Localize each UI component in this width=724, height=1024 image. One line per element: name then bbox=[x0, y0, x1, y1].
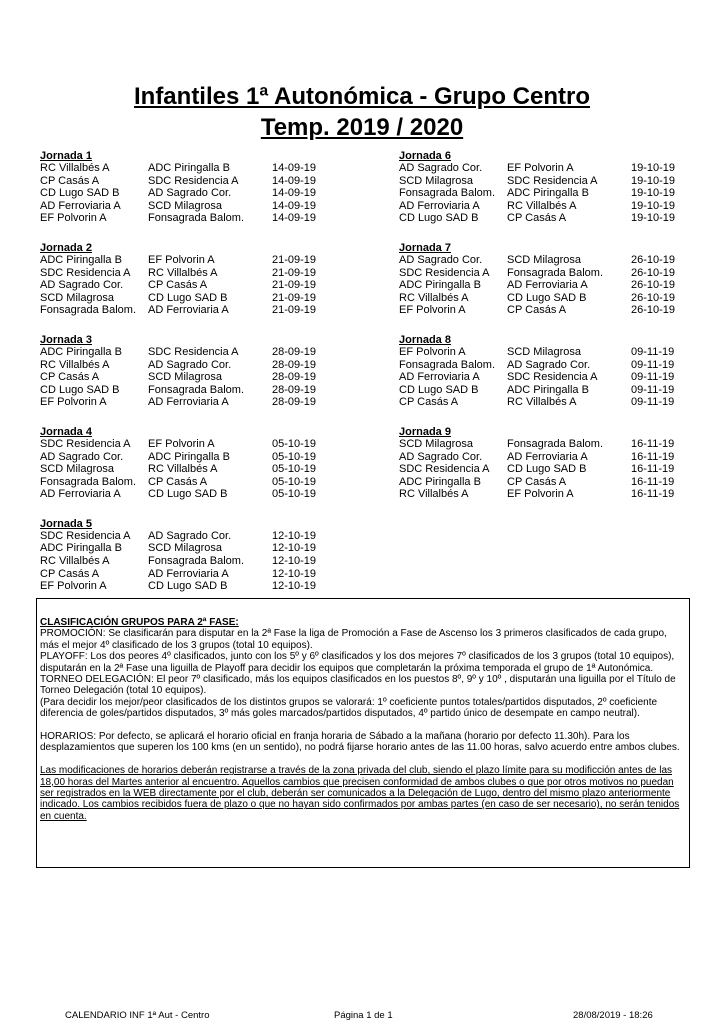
home-team: AD Sagrado Cor. bbox=[40, 450, 124, 463]
horarios-text: HORARIOS: Por defecto, se aplicará el horario oficial en franja horaria de Sábado a la mañana (horario por defecto 11.30h). Para los desplazamientos que superen los 100 kms (en un sentido), no podrá fijarse horario antes de las 11.00 horas, salvo acuerdo entre ambos clubes. bbox=[40, 731, 680, 754]
home-team: RC Villalbés A bbox=[399, 488, 469, 501]
match-row bbox=[40, 346, 370, 359]
match-date: 16-11-19 bbox=[631, 450, 675, 463]
home-team: EF Polvorin A bbox=[399, 304, 466, 317]
match-row bbox=[399, 488, 724, 501]
match-row bbox=[40, 175, 370, 188]
schedule-column-right bbox=[399, 150, 724, 518]
jornada-title: Jornada 3 bbox=[40, 333, 92, 346]
criterios-text: (Para decidir los mejor/peor clasificados de los distintos grupos se valorará: 1º coeficiente puntos totales/partidos disputados, 2º coeficiente diferencia de goles/partidos disputados, 3º más goles marcados/partidos disputados, 4º partido único de desempate en campo neutral). bbox=[40, 696, 658, 720]
home-team: CP Casás A bbox=[40, 174, 100, 187]
match-date: 05-10-19 bbox=[272, 437, 317, 450]
away-team: ADC Piringalla B bbox=[507, 187, 589, 200]
match-date: 14-09-19 bbox=[272, 187, 317, 200]
home-team: CD Lugo SAD B bbox=[40, 187, 120, 200]
away-team: AD Ferroviaria A bbox=[507, 279, 588, 292]
match-row bbox=[399, 254, 724, 267]
away-team: AD Ferroviaria A bbox=[148, 567, 229, 580]
match-date: 12-10-19 bbox=[272, 529, 317, 542]
jornada-title: Jornada 5 bbox=[40, 517, 92, 530]
match-row bbox=[40, 555, 370, 568]
match-date: 12-10-19 bbox=[272, 542, 317, 555]
playoff-text: PLAYOFF: Los dos peores 4º clasificados, junto con los 5º y 6º clasificados y los dos mejores 7º clasificados de los 3 grupos (total 10 equipos), disputarán en la 2ª Fase una liguilla de Playoff para decidir los equipos que completarán la próxima temporada el grupo de 1ª Autonómica. bbox=[40, 651, 675, 674]
match-row bbox=[40, 542, 370, 555]
away-team: Fonsagrada Balom. bbox=[148, 555, 244, 568]
match-row bbox=[40, 292, 370, 305]
match-row bbox=[399, 359, 724, 372]
match-row bbox=[40, 568, 370, 581]
match-date: 05-10-19 bbox=[272, 475, 317, 488]
footer-page-number: Página 1 de 1 bbox=[334, 1010, 393, 1021]
match-date: 21-09-19 bbox=[272, 304, 317, 317]
match-row bbox=[399, 267, 724, 280]
away-team: AD Ferroviaria A bbox=[148, 396, 229, 409]
match-row bbox=[399, 279, 724, 292]
match-row bbox=[40, 488, 370, 501]
match-row bbox=[40, 162, 370, 175]
match-date: 09-11-19 bbox=[631, 371, 675, 384]
jornada-block bbox=[40, 426, 370, 501]
home-team: ADC Piringalla B bbox=[399, 279, 481, 292]
home-team: AD Ferroviaria A bbox=[40, 488, 121, 501]
match-date: 26-10-19 bbox=[631, 279, 676, 292]
away-team: RC Villalbés A bbox=[507, 396, 577, 409]
home-team: CD Lugo SAD B bbox=[399, 383, 479, 396]
home-team: EF Polvorin A bbox=[40, 212, 107, 225]
match-date: 19-10-19 bbox=[631, 212, 676, 225]
match-row bbox=[399, 396, 724, 409]
match-row bbox=[40, 371, 370, 384]
away-team: SDC Residencia A bbox=[148, 345, 239, 358]
match-row bbox=[399, 187, 724, 200]
spacer bbox=[40, 754, 685, 765]
match-row bbox=[40, 476, 370, 489]
home-team: EF Polvorin A bbox=[40, 396, 107, 409]
away-team: SDC Residencia A bbox=[148, 174, 239, 187]
match-date: 16-11-19 bbox=[631, 463, 675, 476]
away-team: CD Lugo SAD B bbox=[507, 463, 587, 476]
away-team: EF Polvorin A bbox=[148, 253, 215, 266]
page-title: Infantiles 1ª Autonómica - Grupo Centro bbox=[133, 83, 590, 110]
home-team: AD Ferroviaria A bbox=[399, 371, 480, 384]
match-row bbox=[40, 304, 370, 317]
match-row bbox=[40, 463, 370, 476]
match-date: 16-11-19 bbox=[631, 437, 675, 450]
match-date: 05-10-19 bbox=[272, 450, 317, 463]
match-row bbox=[40, 187, 370, 200]
match-row bbox=[40, 267, 370, 280]
jornada-block bbox=[399, 150, 724, 225]
away-team: CP Casás A bbox=[148, 475, 208, 488]
jornada-title: Jornada 9 bbox=[399, 425, 451, 438]
away-team: SCD Milagrosa bbox=[148, 199, 222, 212]
info-heading: CLASIFICACIÓN GRUPOS PARA 2ª FASE: bbox=[40, 617, 239, 628]
match-date: 05-10-19 bbox=[272, 488, 317, 501]
match-row bbox=[40, 580, 370, 593]
jornada-block bbox=[399, 334, 724, 409]
match-row bbox=[40, 451, 370, 464]
away-team: AD Sagrado Cor. bbox=[148, 187, 232, 200]
jornada-title: Jornada 2 bbox=[40, 241, 92, 254]
match-row bbox=[399, 304, 724, 317]
jornada-block bbox=[40, 242, 370, 317]
away-team: CD Lugo SAD B bbox=[148, 488, 228, 501]
match-row bbox=[40, 384, 370, 397]
away-team: Fonsagrada Balom. bbox=[148, 212, 244, 225]
away-team: EF Polvorin A bbox=[507, 162, 574, 174]
home-team: SDC Residencia A bbox=[40, 437, 131, 450]
home-team: RC Villalbés A bbox=[399, 291, 469, 304]
match-date: 28-09-19 bbox=[272, 345, 317, 358]
promocion-text: PROMOCIÓN: Se clasificarán para disputar en la 2ª Fase la liga de Promoción a Fase de Ascenso los 3 primeros clasificados de cada grupo, más el mejor 4º clasificado de los 3 grupos (total 10 equipos). bbox=[40, 628, 667, 651]
match-date: 14-09-19 bbox=[272, 174, 317, 187]
away-team: EF Polvorin A bbox=[507, 488, 574, 501]
jornada-block bbox=[399, 426, 724, 501]
match-date: 28-09-19 bbox=[272, 396, 317, 409]
away-team: SCD Milagrosa bbox=[148, 371, 222, 384]
home-team: CP Casás A bbox=[40, 371, 100, 384]
home-team: SDC Residencia A bbox=[40, 529, 131, 542]
match-row bbox=[40, 438, 370, 451]
match-date: 19-10-19 bbox=[631, 199, 676, 212]
home-team: AD Ferroviaria A bbox=[399, 199, 480, 212]
match-date: 26-10-19 bbox=[631, 266, 676, 279]
away-team: SCD Milagrosa bbox=[507, 345, 581, 358]
away-team: SDC Residencia A bbox=[507, 174, 598, 187]
match-date: 21-09-19 bbox=[272, 253, 317, 266]
home-team: RC Villalbés A bbox=[40, 162, 110, 174]
home-team: SCD Milagrosa bbox=[399, 437, 473, 450]
match-date: 05-10-19 bbox=[272, 463, 317, 476]
match-row bbox=[399, 200, 724, 213]
match-row bbox=[399, 292, 724, 305]
jornada-block bbox=[40, 150, 370, 225]
away-team: CP Casás A bbox=[507, 304, 567, 317]
torneo-text: TORNEO DELEGACIÓN: El peor 7º clasificado, más los equipos clasificados en los puestos 8º, 9º y 10º , disputarán una liguilla por el Título de Torneo Delegación (total 10 equipos). bbox=[40, 674, 676, 697]
match-row bbox=[399, 476, 724, 489]
away-team: CP Casás A bbox=[507, 212, 567, 225]
match-row bbox=[399, 438, 724, 451]
match-date: 19-10-19 bbox=[631, 187, 676, 200]
match-row bbox=[399, 162, 724, 175]
away-team: Fonsagrada Balom. bbox=[507, 437, 603, 450]
away-team: Fonsagrada Balom. bbox=[507, 266, 603, 279]
match-date: 19-10-19 bbox=[631, 174, 676, 187]
away-team: ADC Piringalla B bbox=[148, 450, 230, 463]
home-team: CD Lugo SAD B bbox=[399, 212, 479, 225]
jornada-title: Jornada 4 bbox=[40, 425, 92, 438]
match-row bbox=[40, 212, 370, 225]
away-team: RC Villalbés A bbox=[148, 463, 218, 476]
season-title: Temp. 2019 / 2020 bbox=[260, 114, 464, 141]
home-team: AD Sagrado Cor. bbox=[399, 162, 483, 174]
match-date: 12-10-19 bbox=[272, 555, 317, 568]
away-team: ADC Piringalla B bbox=[507, 383, 589, 396]
away-team: AD Sagrado Cor. bbox=[148, 358, 232, 371]
match-row bbox=[399, 346, 724, 359]
match-row bbox=[399, 371, 724, 384]
match-date: 28-09-19 bbox=[272, 358, 317, 371]
match-row bbox=[399, 175, 724, 188]
home-team: SDC Residencia A bbox=[399, 266, 490, 279]
away-team: CD Lugo SAD B bbox=[507, 291, 587, 304]
match-date: 21-09-19 bbox=[272, 279, 317, 292]
jornada-title: Jornada 8 bbox=[399, 333, 451, 346]
match-row bbox=[40, 359, 370, 372]
home-team: RC Villalbés A bbox=[40, 555, 110, 568]
home-team: AD Ferroviaria A bbox=[40, 199, 121, 212]
classification-info-box bbox=[36, 598, 690, 868]
away-team: AD Ferroviaria A bbox=[148, 304, 229, 317]
home-team: ADC Piringalla B bbox=[399, 475, 481, 488]
match-date: 28-09-19 bbox=[272, 383, 317, 396]
away-team: Fonsagrada Balom. bbox=[148, 383, 244, 396]
home-team: AD Sagrado Cor. bbox=[399, 253, 483, 266]
jornada-title: Jornada 1 bbox=[40, 150, 92, 162]
home-team: ADC Piringalla B bbox=[40, 542, 122, 555]
match-date: 09-11-19 bbox=[631, 345, 675, 358]
match-row bbox=[40, 254, 370, 267]
away-team: CD Lugo SAD B bbox=[148, 580, 228, 593]
match-date: 12-10-19 bbox=[272, 580, 317, 593]
match-row bbox=[399, 463, 724, 476]
away-team: RC Villalbés A bbox=[148, 266, 218, 279]
home-team: ADC Piringalla B bbox=[40, 345, 122, 358]
home-team: ADC Piringalla B bbox=[40, 253, 122, 266]
match-row bbox=[399, 451, 724, 464]
jornada-title: Jornada 6 bbox=[399, 150, 451, 162]
away-team: SDC Residencia A bbox=[507, 371, 598, 384]
jornada-block bbox=[399, 242, 724, 317]
match-row bbox=[399, 384, 724, 397]
away-team: AD Sagrado Cor. bbox=[507, 358, 591, 371]
home-team: SCD Milagrosa bbox=[399, 174, 473, 187]
match-date: 16-11-19 bbox=[631, 475, 675, 488]
home-team: RC Villalbés A bbox=[40, 358, 110, 371]
match-row bbox=[40, 396, 370, 409]
away-team: CP Casás A bbox=[507, 475, 567, 488]
away-team: ADC Piringalla B bbox=[148, 162, 230, 174]
match-date: 09-11-19 bbox=[631, 383, 675, 396]
schedule-column-left bbox=[40, 150, 370, 610]
match-date: 09-11-19 bbox=[631, 358, 675, 371]
match-row bbox=[40, 530, 370, 543]
footer-timestamp: 28/08/2019 - 18:26 bbox=[573, 1010, 653, 1021]
match-date: 12-10-19 bbox=[272, 567, 317, 580]
match-date: 21-09-19 bbox=[272, 266, 317, 279]
away-team: CP Casás A bbox=[148, 279, 208, 292]
home-team: Fonsagrada Balom. bbox=[399, 187, 495, 200]
home-team: Fonsagrada Balom. bbox=[40, 304, 136, 317]
away-team: SCD Milagrosa bbox=[148, 542, 222, 555]
home-team: SCD Milagrosa bbox=[40, 291, 114, 304]
match-date: 21-09-19 bbox=[272, 291, 317, 304]
match-date: 09-11-19 bbox=[631, 396, 675, 409]
match-row bbox=[399, 212, 724, 225]
match-date: 28-09-19 bbox=[272, 371, 317, 384]
match-row bbox=[40, 279, 370, 292]
footer-document-name: CALENDARIO INF 1ª Aut - Centro bbox=[65, 1010, 210, 1021]
home-team: AD Sagrado Cor. bbox=[40, 279, 124, 292]
spacer bbox=[40, 720, 685, 731]
away-team: SCD Milagrosa bbox=[507, 253, 581, 266]
home-team: EF Polvorin A bbox=[399, 345, 466, 358]
jornada-title: Jornada 7 bbox=[399, 241, 451, 254]
away-team: AD Sagrado Cor. bbox=[148, 529, 232, 542]
home-team: CP Casás A bbox=[399, 396, 459, 409]
home-team: SDC Residencia A bbox=[399, 463, 490, 476]
away-team: RC Villalbés A bbox=[507, 199, 577, 212]
home-team: Fonsagrada Balom. bbox=[40, 475, 136, 488]
match-row bbox=[40, 200, 370, 213]
home-team: SDC Residencia A bbox=[40, 266, 131, 279]
match-date: 14-09-19 bbox=[272, 162, 317, 174]
away-team: CD Lugo SAD B bbox=[148, 291, 228, 304]
match-date: 26-10-19 bbox=[631, 304, 676, 317]
home-team: CP Casás A bbox=[40, 567, 100, 580]
home-team: EF Polvorin A bbox=[40, 580, 107, 593]
match-date: 26-10-19 bbox=[631, 291, 676, 304]
jornada-block bbox=[40, 518, 370, 593]
home-team: SCD Milagrosa bbox=[40, 463, 114, 476]
match-date: 26-10-19 bbox=[631, 253, 676, 266]
home-team: Fonsagrada Balom. bbox=[399, 358, 495, 371]
home-team: AD Sagrado Cor. bbox=[399, 450, 483, 463]
modificaciones-text: Las modificaciones de horarios deberán registrarse a través de la zona privada del club, siendo el plazo límite para su modificción antes de las 18,00 horas del Martes anterior al encuentro. Aquellos cambios que precisen conformidad de ambos clubes o que por otros motivos no puedan ser registrados en la WEB directamente por el club, deberán ser comunicados a la Delegación de Lugo, dentro del mismo plazo anteriormente indicado. Los cambios recibidos fuera de plazo o que no hayan sido confirmados por ambas partes (en caso de ser necesario), no serán tenidos en cuenta. bbox=[40, 765, 680, 822]
match-date: 14-09-19 bbox=[272, 212, 317, 225]
home-team: CD Lugo SAD B bbox=[40, 383, 120, 396]
match-date: 16-11-19 bbox=[631, 488, 675, 501]
match-date: 14-09-19 bbox=[272, 199, 317, 212]
away-team: AD Ferroviaria A bbox=[507, 450, 588, 463]
jornada-block bbox=[40, 334, 370, 409]
away-team: EF Polvorin A bbox=[148, 437, 215, 450]
match-date: 19-10-19 bbox=[631, 162, 676, 174]
